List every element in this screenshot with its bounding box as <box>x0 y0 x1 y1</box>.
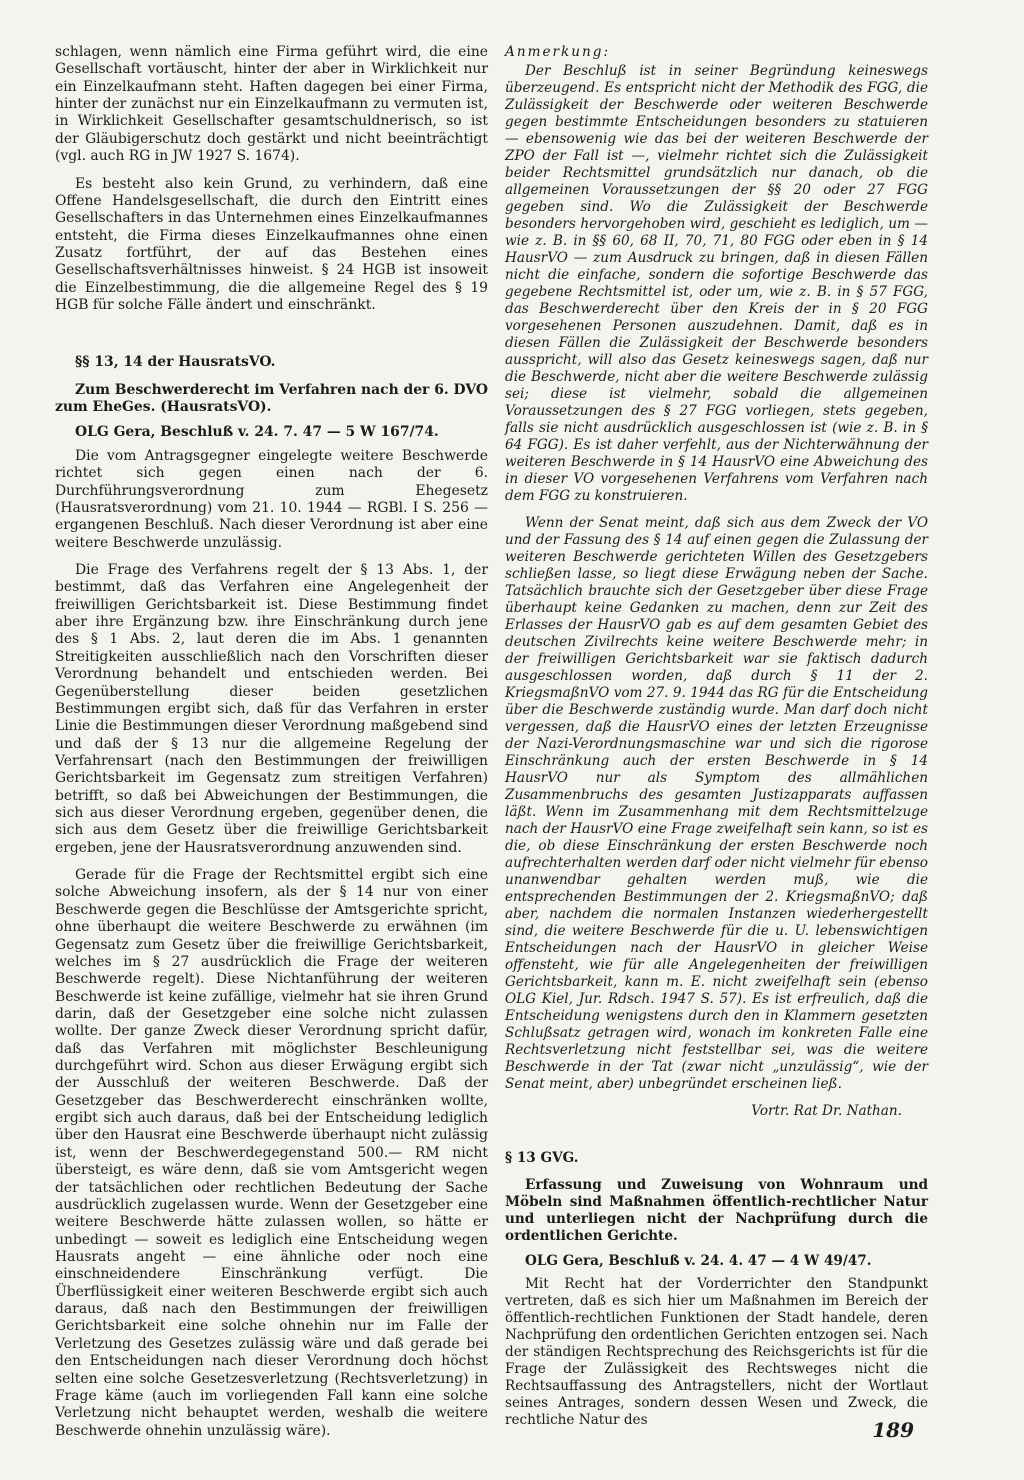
section-heading: §§ 13, 14 der HausratsVO. <box>75 354 276 371</box>
annotation-author: Vortr. Rat Dr. Nathan. <box>751 1103 902 1119</box>
left-column <box>55 44 488 1440</box>
page-number: 189 <box>872 1418 914 1442</box>
paragraph: Mit Recht hat der Vorderrichter den Standpunkt vertreten, daß es sich hier um Maßnahmen im Bereich der öffentlich-rechtlichen Funktionen der Stadt handele, deren Nachprüfung den ordentlichen Gerichten entzogen sei. Nach der ständigen Rechtsprechung des Reichsgerichts ist für die Frage der Zulässigkeit des Rechtsweges nicht die Rechtsauffassung des Antragstellers, nicht der Wortlaut seines Antrages, sondern dessen Wesen und Zweck, die rechtliche Natur des <box>505 1276 928 1428</box>
section-summary: Zum Beschwerderecht im Verfahren nach der 6. DVO zum EheGes. (HausratsVO). <box>55 381 488 416</box>
annotation-paragraph: Der Beschluß ist in seiner Begründung keineswegs überzeugend. Es entspricht nicht der Methodik des FGG, die Zulässigkeit der Beschwerde oder weiteren Beschwerde gegen bestimmte Entscheidungen besonders zu statuieren — ebensowenig wie das bei der weiteren Beschwerde der ZPO der Fall ist —, vielmehr richtet sich die Zulässigkeit beider Rechtsmittel grundsätzlich nur danach, ob die allgemeinen Voraussetzungen der §§ 20 oder 27 FGG gegeben sind. Wo die Zulässigkeit der Beschwerde besonders hervorgehoben wird, geschieht es lediglich, um — wie z. B. in §§ 60, 68 II, 70, 71, 80 FGG oder eben in § 14 HausrVO — zum Ausdruck zu bringen, daß in diesen Fällen nicht die einfache, sondern die sofortige Beschwerde das gegebene Rechtsmittel ist, oder um, wie z. B. in § 57 FGG, das Beschwerderecht über den Kreis der in § 20 FGG vorgesehenen Personen auszudehnen. Damit, daß es in diesen Fällen die Zulässigkeit der Beschwerde besonders ausspricht, will also das Gesetz keineswegs sagen, daß nur die Beschwerde, nicht aber die weitere Beschwerde zulässig sei; diese ist vielmehr, sobald die allgemeinen Voraussetzungen des § 27 FGG vorliegen, stets gegeben, falls sie nicht ausdrücklich ausgeschlossen ist (wie z. B. in § 64 FGG). Es ist daher verfehlt, aus der Nichterwähnung der weiteren Beschwerde in § 14 HausrVO eine Abweichung des in dieser VO vorgesehenen Verfahrens vom Verfahren nach dem FGG zu konstruieren. <box>505 63 928 504</box>
paragraph: Gerade für die Frage der Rechtsmittel ergibt sich eine solche Abweichung insofern, als der § 14 nur von einer Beschwerde gegen die Beschlüsse der Amtsgerichte spricht, ohne überhaupt die weitere Beschwerde zu erwähnen (im Gegensatz zum Gesetz über die freiwillige Gerichtsbarkeit, welches im § 27 ausdrücklich die Frage der weiteren Beschwerde regelt). Diese Nichtanführung der weiteren Beschwerde ist keine zufällige, vielmehr hat sie ihren Grund darin, daß der Gesetzgeber eine solche nicht zulassen wollte. Der ganze Zweck dieser Verordnung spricht dafür, daß das Verfahren mit möglichster Beschleunigung durchgeführt wird. Schon aus dieser Erwägung ergibt sich der Ausschluß der weiteren Beschwerde. Daß der Gesetzgeber das Beschwerderecht einschränken wollte, ergibt sich auch daraus, daß bei der Entscheidung lediglich über den Hausrat eine Beschwerde überhaupt nicht zulässig ist, wenn der Beschwerdegegenstand 500.— RM nicht übersteigt, es wäre denn, daß sie vom Amtsgericht wegen der tatsächlichen oder rechtlichen Bedeutung der Sache ausdrücklich zugelassen wurde. Wenn der Gesetzgeber eine weitere Beschwerde hätte zulassen wollen, so hätte er unbedingt — soweit es lediglich eine Entscheidung wegen Hausrats angeht — eine ähnliche oder noch eine einschneidendere Einschränkung verfügt. Die Überflüssigkeit einer weiteren Beschwerde ergibt sich auch daraus, daß nach den Bestimmungen der freiwilligen Gerichtsbarkeit eine solche ohnehin nur im Falle der Verletzung des Gesetzes zulässig wäre und daß gerade bei den Entscheidungen nach dieser Verordnung doch höchst selten eine solche Gesetzesverletzung (Rechtsverletzung) in Frage käme (auch im vorliegenden Fall kann eine solche Verletzung nicht behauptet werden, weshalb die weitere Beschwerde ohnehin unzulässig wäre). <box>55 867 488 1439</box>
paragraph: Die Frage des Verfahrens regelt der § 13 Abs. 1, der bestimmt, daß das Verfahren eine Angelegenheit der freiwilligen Gerichtsbarkeit ist. Diese Bestimmung findet aber ihre Ergänzung bzw. ihre Einschränkung durch jene des § 1 Abs. 2, laut deren die im Abs. 1 genannten Streitigkeiten ausschließlich nach den Vorschriften dieser Verordnung behandelt und entschieden werden. Bei Gegenüberstellung dieser beiden gesetzlichen Bestimmungen ergibt sich, daß für das Verfahren in erster Linie die Bestimmungen dieser Verordnung maßgebend sind und daß der § 13 nur die allgemeine Regelung der Verfahrensart (nach den Bestimmungen der freiwilligen Gerichtsbarkeit im Gegensatz zum streitigen Verfahren) betrifft, so daß bei Abweichungen der Bestimmungen, die sich aus dieser Verordnung ergeben, gegenüber denen, die sich aus dem Gesetz über die freiwillige Gerichtsbarkeit ergeben, jene der Hausratsverordnung anzuwenden sind. <box>55 561 488 856</box>
section-heading: § 13 GVG. <box>505 1150 579 1166</box>
annotation-paragraph: Wenn der Senat meint, daß sich aus dem Zweck der VO und der Fassung des § 14 auf einen gegen die Zulassung der weiteren Beschwerde gerichteten Willen des Gesetzgebers schließen lasse, so liegt diese Erwägung neben der Sache. Tatsächlich brauchte sich der Gesetzgeber über diese Frage überhaupt keine Gedanken zu machen, denn zur Zeit des Erlasses der HausrVO gab es auf dem gesamten Gebiet des deutschen Zivilrechts keine weitere Beschwerde mehr; in der freiwilligen Gerichtsbarkeit war sie faktisch dadurch ausgeschlossen worden, daß durch § 11 der 2. KriegsmaßnVO vom 27. 9. 1944 das RG für die Entscheidung über die Beschwerde zuständig wurde. Man darf doch nicht vergessen, daß die HausrVO eines der letzten Erzeugnisse der Nazi-Verordnungsmaschine war und sich die rigorose Einschränkung auch der ersten Beschwerde in § 14 HausrVO nur als Symptom des allmählichen Zusammenbruchs des gesamten Justizapparats auffassen läßt. Wenn im Zusammenhang mit dem Rechtsmittelzuge nach der HausrVO eine Frage zweifelhaft sein kann, so ist es die, ob diese Einschränkung der ersten Beschwerde noch aufrechterhalten werden darf oder nicht vielmehr für ebenso unanwendbar gehalten werden muß, wie die entsprechenden Bestimmungen der 2. KriegsmaßnVO; daß aber, nachdem die normalen Instanzen wiederhergestellt sind, die weitere Beschwerde für die u. U. lebenswichtigen Entscheidungen nach der HausrVO in gleicher Weise offensteht, wie für alle Angelegenheiten der freiwilligen Gerichtsbarkeit, kann m. E. nicht zweifelhaft sein (ebenso OLG Kiel, Jur. Rdsch. 1947 S. 57). Es ist erfreulich, daß die Entscheidung wenigstens durch den in Klammern gesetzten Schlußsatz getragen wird, wonach im konkreten Falle eine Rechtsverletzung nicht feststellbar sei, was die weitere Beschwerde in der Tat (zwar nicht „unzulässig“, wie der Senat meint, aber) unbegründet erscheinen ließ. <box>505 515 928 1092</box>
right-column <box>505 44 928 1429</box>
court-reference: OLG Gera, Beschluß v. 24. 4. 47 — 4 W 49/47. <box>525 1253 872 1269</box>
annotation-title: Anmerkung: <box>505 44 611 60</box>
paragraph: Es besteht also kein Grund, zu verhindern, daß eine Offene Handelsgesellschaft, die durch den Eintritt eines Gesellschafters in das Unternehmen eines Einzelkaufmannes entsteht, die Firma dieses Einzelkaufmannes ohne einen Zusatz fortführt, der auf das Bestehen eines Gesellschaftsverhältnisses hinweist. § 24 HGB ist insoweit die Einzelbestimmung, die die allgemeine Regel des § 19 HGB für solche Fälle ändert und einschränkt. <box>55 175 488 314</box>
court-reference: OLG Gera, Beschluß v. 24. 7. 47 — 5 W 167/74. <box>75 424 439 441</box>
section-summary: Erfassung und Zuweisung von Wohnraum und Möbeln sind Maßnahmen öffentlich-rechtlicher Natur und unterliegen nicht der Nachprüfung durch die ordentlichen Gerichte. <box>505 1177 928 1244</box>
paragraph: schlagen, wenn nämlich eine Firma geführt wird, die eine Gesellschaft vortäuscht, hinter der aber in Wirklichkeit nur ein Einzelkaufmann steht. Haften dagegen bei einer Firma, hinter der zunächst nur ein Einzelkaufmann zu vermuten ist, in Wirklichkeit Gesellschafter gesamtschuldnerisch, so ist der Gläubigerschutz doch gestärkt und nicht beeinträchtigt (vgl. auch RG in JW 1927 S. 1674). <box>55 44 488 165</box>
paragraph: Die vom Antragsgegner eingelegte weitere Beschwerde richtet sich gegen einen nach der 6. Durchführungsverordnung zum Ehegesetz (Hausratsverordnung) vom 21. 10. 1944 — RGBl. I S. 256 — ergangenen Beschluß. Nach dieser Verordnung ist aber eine weitere Beschwerde unzulässig. <box>55 447 488 551</box>
